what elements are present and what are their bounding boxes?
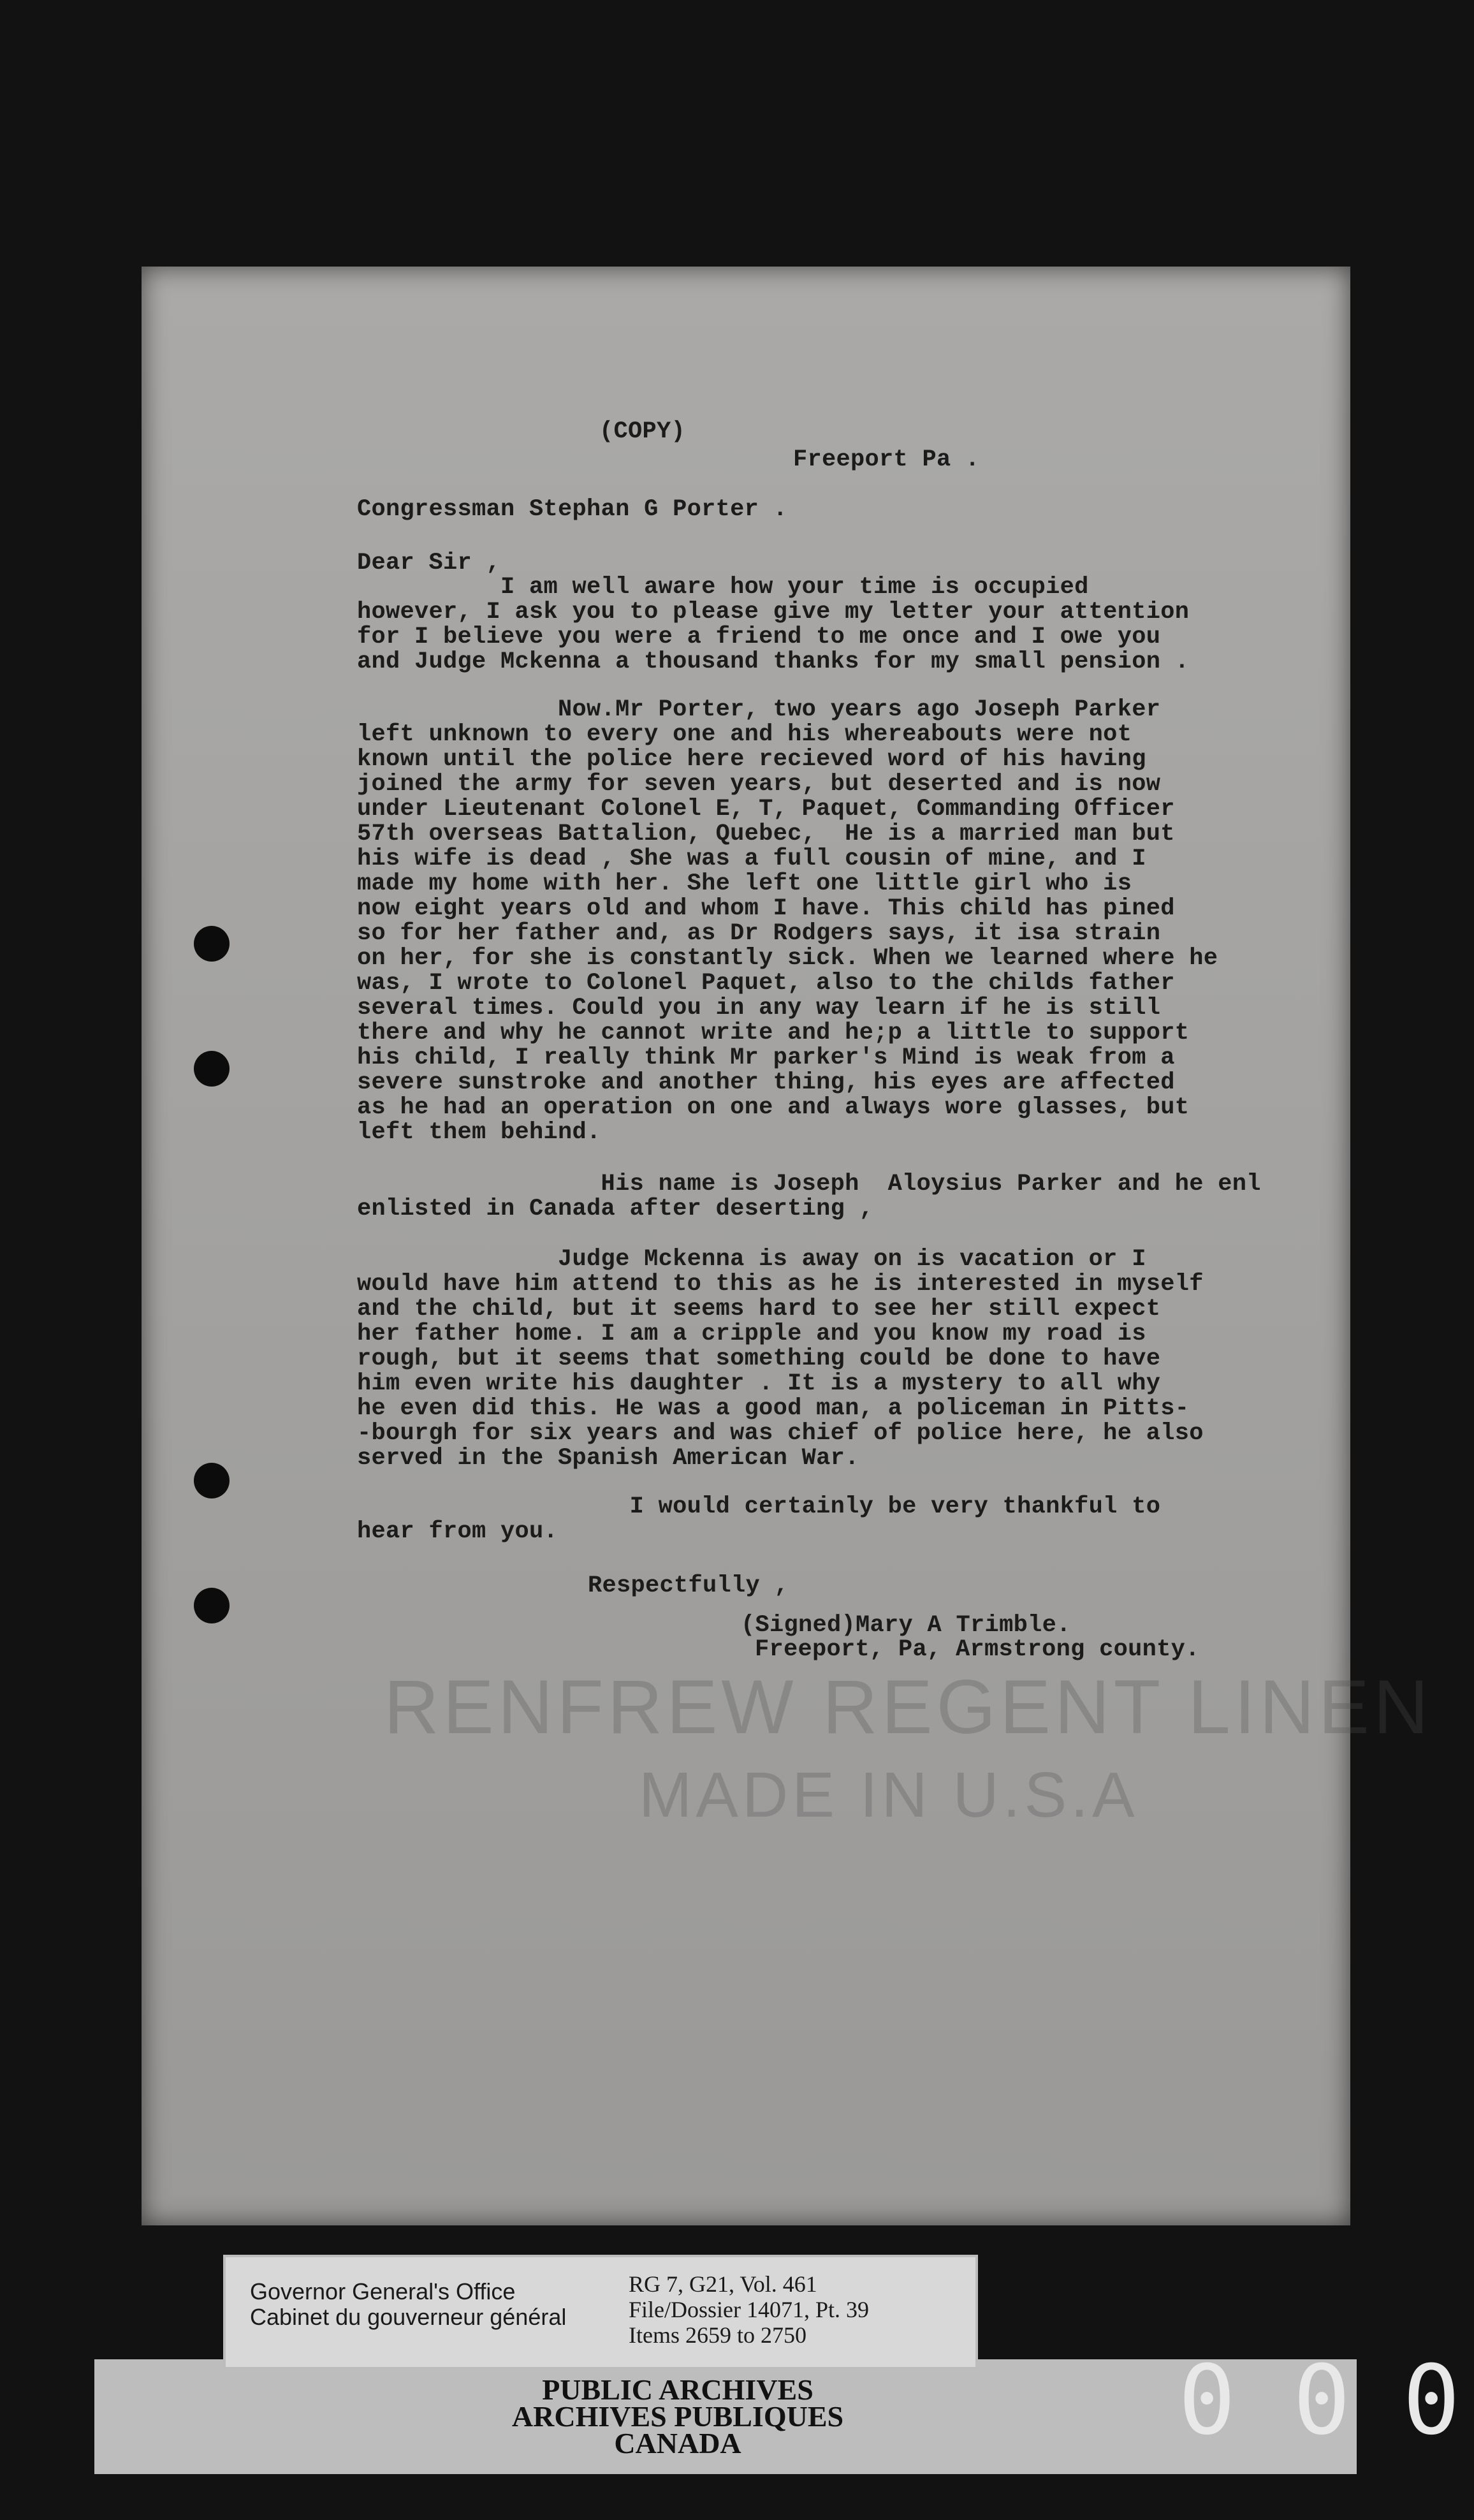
letter-line: under Lieutenant Colonel E, T, Paquet, Commanding Officer bbox=[357, 796, 1175, 823]
letter-line: and Judge Mckenna a thousand thanks for my small pension . bbox=[357, 648, 1190, 675]
letter-line: left them behind. bbox=[357, 1119, 601, 1146]
letter-line: him even write his daughter . It is a mystery to all why bbox=[357, 1370, 1161, 1397]
letter-line: would have him attend to this as he is interested in myself bbox=[357, 1271, 1204, 1298]
signature: (Signed)Mary A Trimble. bbox=[741, 1612, 1071, 1639]
letter-line: was, I wrote to Colonel Paquet, also to the childs father bbox=[357, 970, 1175, 997]
archive-label bbox=[223, 2255, 978, 2370]
label-office bbox=[250, 2279, 566, 2330]
paragraph-2 bbox=[357, 698, 1218, 1145]
paragraph-1 bbox=[357, 575, 1189, 675]
copy-mark: (COPY) bbox=[599, 418, 686, 445]
punch-hole bbox=[194, 1588, 230, 1623]
label-reference bbox=[629, 2271, 869, 2348]
letter-line: rough, but it seems that something could be done to have bbox=[357, 1345, 1161, 1372]
frame-digit-1: 0 bbox=[1178, 2345, 1236, 2456]
letter-line: served in the Spanish American War. bbox=[357, 1445, 859, 1472]
letter-line: made my home with her. She left one little girl who is bbox=[357, 870, 1132, 897]
punch-hole bbox=[194, 926, 230, 962]
letter-line: several times. Could you in any way learn if he is still bbox=[357, 995, 1161, 1022]
letter-line: his wife is dead , She was a full cousin of mine, and I bbox=[357, 846, 1146, 872]
letter-line: for I believe you were a friend to me once and I owe you bbox=[357, 624, 1161, 650]
letter-page bbox=[142, 267, 1433, 2225]
letter-line: as he had an operation on one and always wore glasses, but bbox=[357, 1094, 1190, 1121]
letter-line: hear from you. bbox=[357, 1518, 558, 1545]
paragraph-5 bbox=[357, 1495, 1160, 1544]
letter-line: severe sunstroke and another thing, his eyes are affected bbox=[357, 1069, 1175, 1096]
office-french: Cabinet du gouverneur général bbox=[250, 2304, 567, 2330]
letter-line: I would certainly be very thankful to bbox=[357, 1493, 1161, 1520]
letter-line: 57th overseas Battalion, Quebec, He is a married man but bbox=[357, 821, 1175, 847]
letter-place: Freeport Pa . bbox=[793, 446, 980, 473]
watermark-line-1: RENFREW REGENT LINEN bbox=[384, 1664, 1433, 1750]
frame-digit-3: 0 bbox=[1403, 2345, 1461, 2456]
letter-line: left unknown to every one and his whereabouts were not bbox=[357, 721, 1132, 748]
letter-line: now eight years old and whom I have. This child has pined bbox=[357, 895, 1175, 922]
signature-address: Freeport, Pa, Armstrong county. bbox=[755, 1636, 1200, 1663]
watermark-line-2: MADE IN U.S.A bbox=[639, 1759, 1139, 1831]
paragraph-3 bbox=[357, 1172, 1261, 1222]
closing: Respectfully , bbox=[588, 1572, 789, 1599]
letter-line: -bourgh for six years and was chief of police here, he also bbox=[357, 1420, 1204, 1447]
stamp-line-3: CANADA bbox=[614, 2427, 741, 2459]
file-dossier: File/Dossier 14071, Pt. 39 bbox=[629, 2297, 870, 2322]
stamp-line-1: PUBLIC ARCHIVES bbox=[542, 2373, 814, 2406]
letter-line: there and why he cannot write and he;p a little to support bbox=[357, 1020, 1190, 1046]
letter-line: his child, I really think Mr parker's Mind is weak from a bbox=[357, 1044, 1175, 1071]
frame-digit-2: 0 bbox=[1293, 2345, 1351, 2456]
office-english: Governor General's Office bbox=[250, 2278, 516, 2304]
letter-line: so for her father and, as Dr Rodgers says, it isa strain bbox=[357, 920, 1161, 947]
letter-line: her father home. I am a cripple and you know my road is bbox=[357, 1321, 1146, 1347]
item-range: Items 2659 to 2750 bbox=[629, 2322, 806, 2348]
record-group: RG 7, G21, Vol. 461 bbox=[629, 2271, 817, 2297]
letter-line: Now.Mr Porter, two years ago Joseph Parker bbox=[357, 696, 1161, 723]
punch-hole bbox=[194, 1463, 230, 1498]
letter-line: joined the army for seven years, but deserted and is now bbox=[357, 771, 1161, 798]
letter-line: however, I ask you to please give my letter your attention bbox=[357, 599, 1190, 626]
paragraph-4 bbox=[357, 1247, 1204, 1471]
letter-line: and the child, but it seems hard to see her still expect bbox=[357, 1296, 1161, 1322]
punch-hole bbox=[194, 1051, 230, 1087]
letter-line: enlisted in Canada after deserting , bbox=[357, 1196, 874, 1222]
letter-line: I am well aware how your time is occupied bbox=[357, 574, 1089, 601]
letter-line: His name is Joseph Aloysius Parker and he enl bbox=[357, 1171, 1261, 1198]
stamp-line-2: ARCHIVES PUBLIQUES bbox=[511, 2400, 844, 2433]
addressee: Congressman Stephan G Porter . bbox=[357, 496, 788, 523]
salutation: Dear Sir , bbox=[357, 550, 501, 576]
letter-line: known until the police here recieved word of his having bbox=[357, 746, 1146, 773]
letter-line: on her, for she is constantly sick. When we learned where he bbox=[357, 945, 1218, 972]
letter-line: Judge Mckenna is away on is vacation or I bbox=[357, 1246, 1146, 1273]
letter-line: he even did this. He was a good man, a policeman in Pitts- bbox=[357, 1395, 1190, 1422]
